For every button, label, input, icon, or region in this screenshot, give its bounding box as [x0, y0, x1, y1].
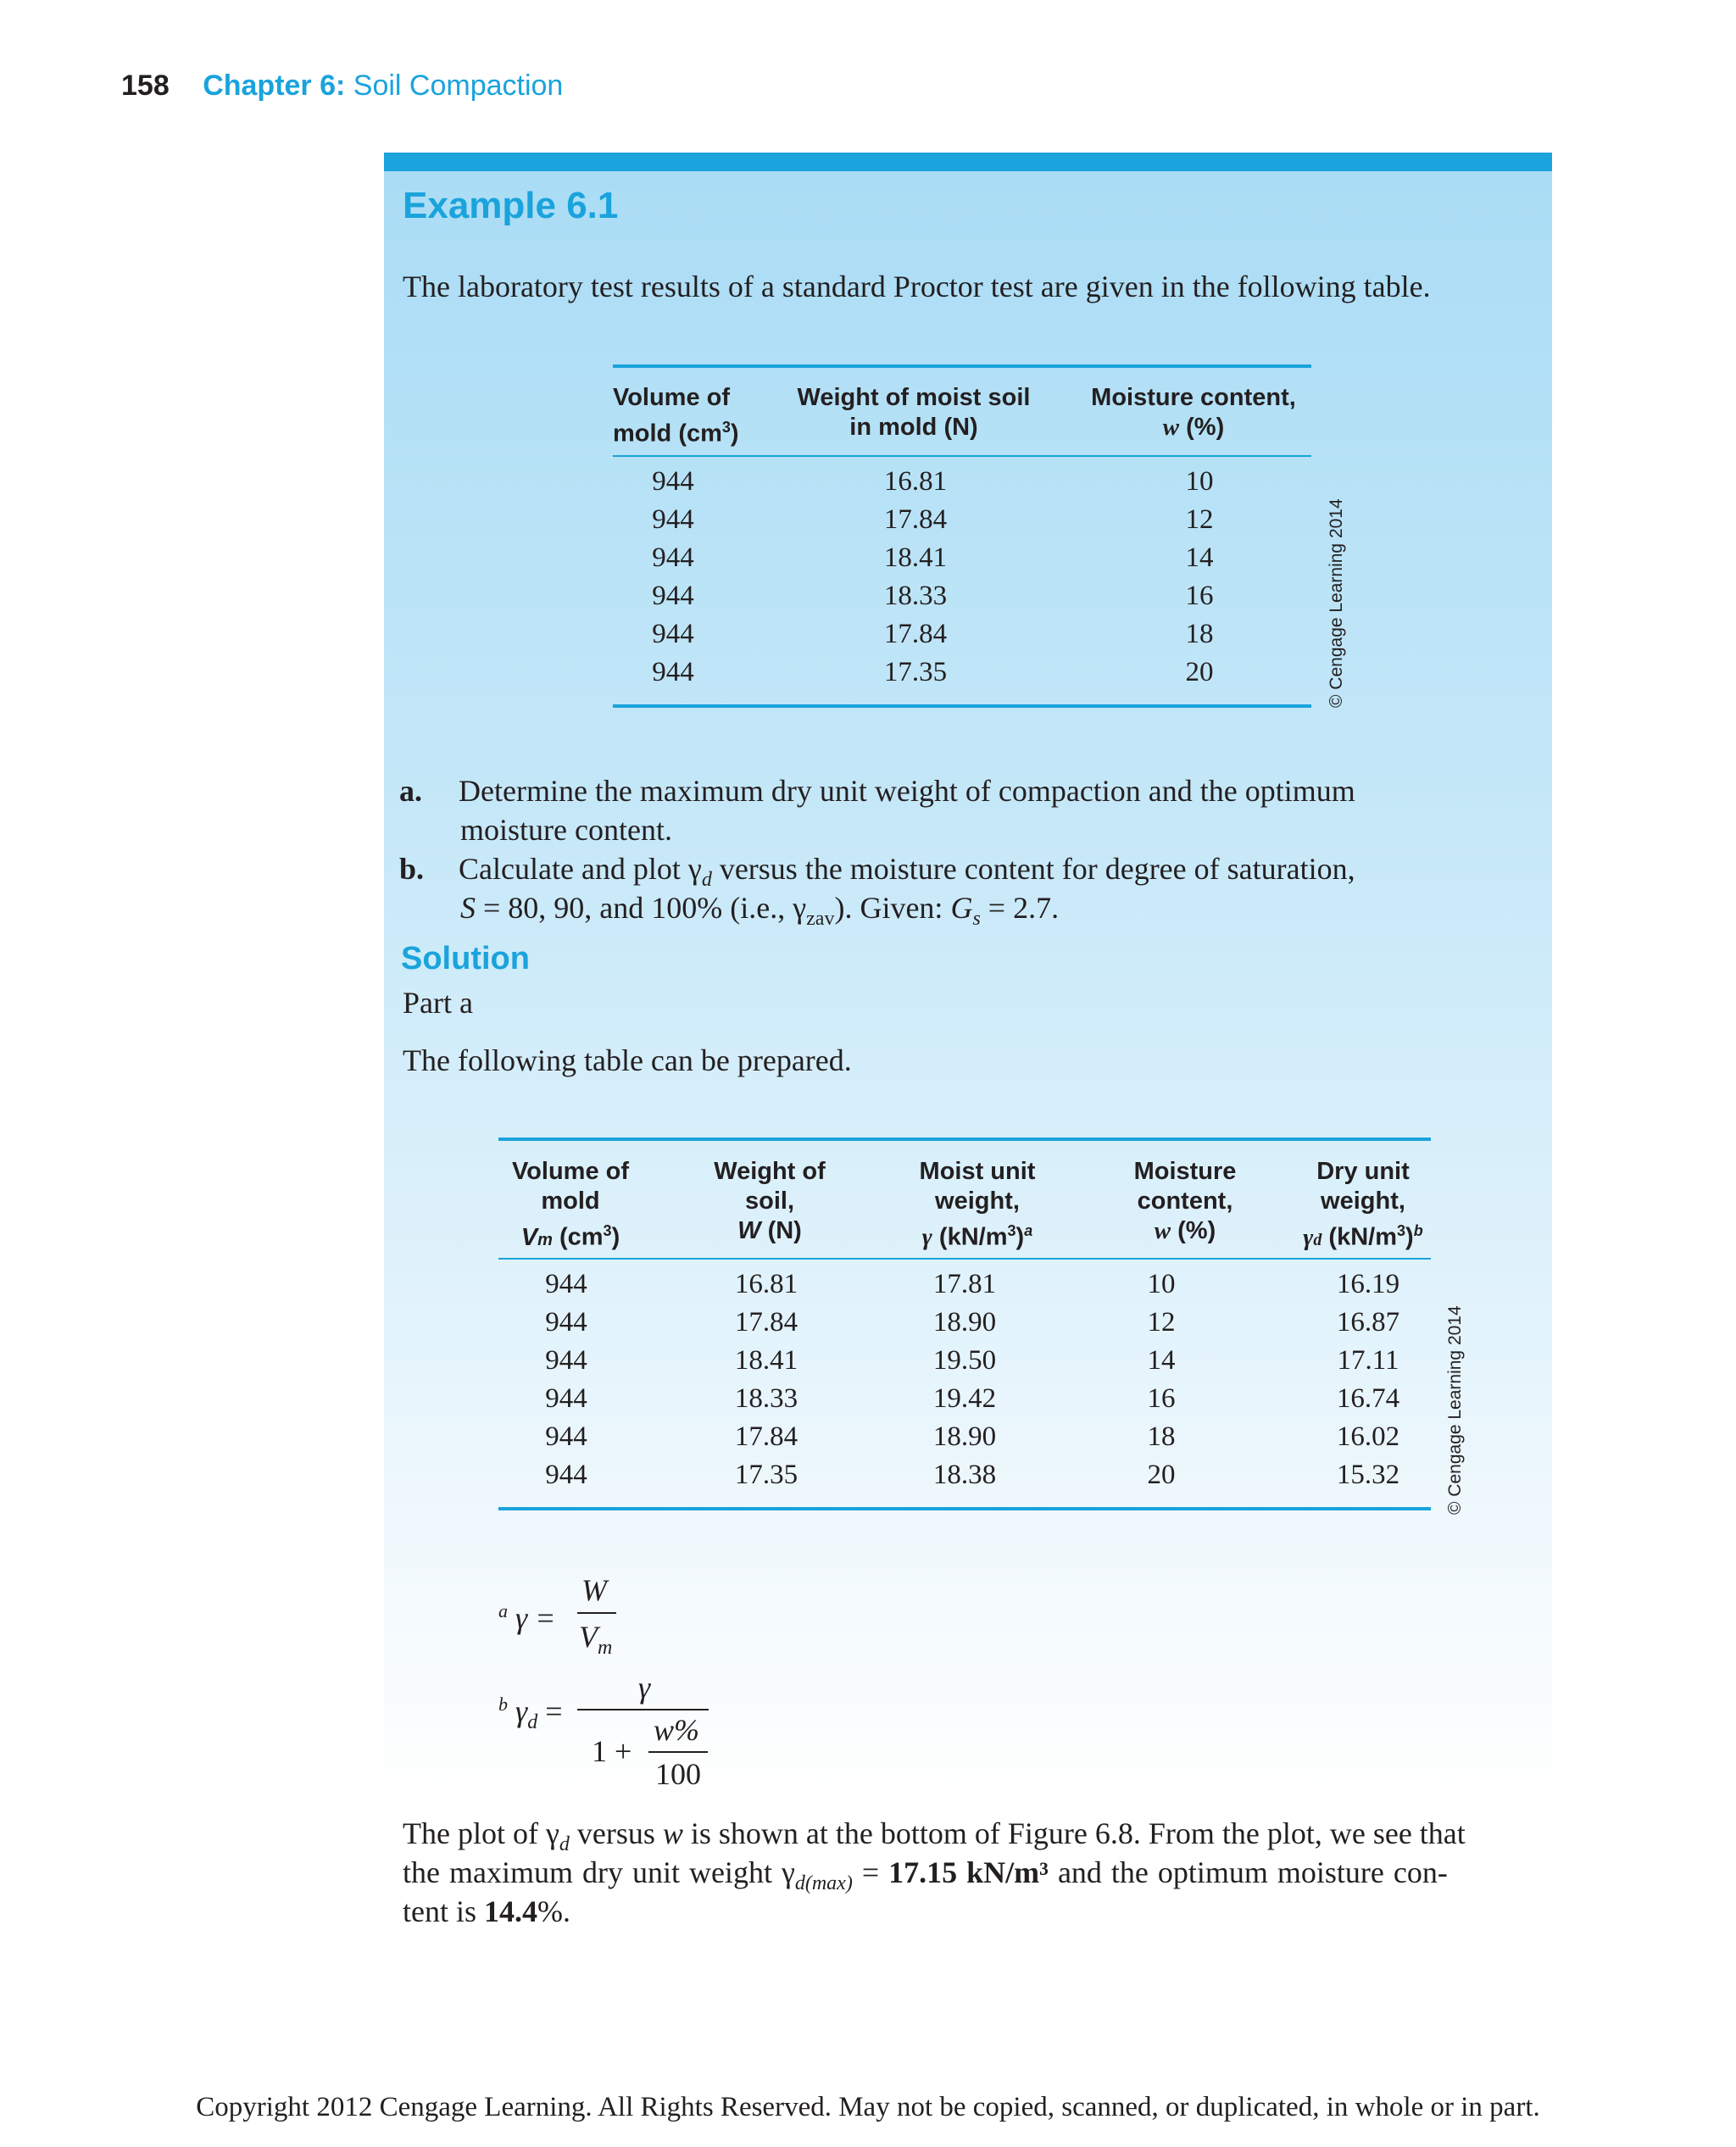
- table-cell: 17.11: [1337, 1345, 1399, 1376]
- question-b-line1: Calculate and plot $\gamma_d$ versus the moisture content for degree of saturation,: [459, 852, 1355, 892]
- table-bottom-rule: [498, 1507, 1431, 1510]
- table-header: Weight of soil, W (N): [714, 1158, 826, 1244]
- table-cell: 16.81: [734, 1269, 798, 1299]
- table-header: Moisture content, w (%): [1091, 384, 1296, 441]
- table-top-rule: [613, 364, 1311, 368]
- table-cell: 17.84: [734, 1307, 798, 1338]
- fraction-bar: [648, 1751, 708, 1753]
- copyright-footer: Copyright 2012 Cengage Learning. All Rights Reserved. May not be copied, scanned, or duplicated, in whole or in part.: [196, 2092, 1540, 2122]
- table-credit: © Cengage Learning 2014: [1445, 1305, 1465, 1515]
- table-cell: 12: [1147, 1307, 1176, 1338]
- example-title: Example 6.1: [403, 185, 619, 226]
- table-top-rule: [498, 1137, 1431, 1141]
- table-cell: 944: [545, 1383, 587, 1414]
- question-b-line2: S = 80, 90, and 100% (i.e., $\gamma_{zav}$). Given: $G_s = 2.7$.: [460, 891, 1060, 931]
- footnote-b-expression: $^b$ $\gamma_d$ =: [498, 1694, 563, 1734]
- table-header: Moisture content, w (%): [1133, 1158, 1237, 1244]
- table-cell: 944: [652, 619, 694, 649]
- table-header: Volume of mold $(cm^3)$: [613, 384, 739, 448]
- table-cell: 17.84: [883, 619, 948, 649]
- table-cell: 10: [1185, 466, 1214, 497]
- table-cell: 944: [545, 1460, 587, 1490]
- table-cell: 20: [1147, 1460, 1176, 1490]
- table-cell: 18.33: [883, 581, 948, 611]
- table-cell: 944: [545, 1345, 587, 1376]
- table-cell: 18.41: [734, 1345, 798, 1376]
- question-a-label: a.: [399, 774, 422, 808]
- table-cell: 17.35: [883, 657, 948, 687]
- table-cell: 944: [652, 542, 694, 573]
- table-cell: 18.33: [734, 1383, 798, 1414]
- conclusion-line-2: the maximum dry unit weight $\gamma_{d(max)} = 17.15$ kN/m³ and the optimum moisture con-: [403, 1855, 1448, 1895]
- table-cell: 944: [545, 1269, 587, 1299]
- table-cell: 18.90: [932, 1307, 997, 1338]
- question-b-label: b.: [399, 852, 425, 886]
- table-cell: 16: [1185, 581, 1214, 611]
- table-cell: 17.84: [883, 504, 948, 535]
- solution-part-label: Part a: [403, 986, 473, 1020]
- solution-heading: Solution: [401, 941, 530, 976]
- table-cell: 10: [1147, 1269, 1176, 1299]
- table-cell: 19.50: [932, 1345, 997, 1376]
- table-cell: 944: [652, 581, 694, 611]
- fraction-bar: [577, 1612, 616, 1614]
- table-cell: 16.87: [1336, 1307, 1400, 1338]
- table-cell: 18.90: [932, 1421, 997, 1452]
- table-cell: 944: [652, 466, 694, 497]
- footnote-a-numerator: W: [581, 1573, 607, 1607]
- table-cell: 12: [1185, 504, 1214, 535]
- running-head: [121, 70, 563, 103]
- footnote-b-inner-denominator: 100: [655, 1757, 701, 1791]
- table-cell: 944: [545, 1307, 587, 1338]
- conclusion-line-1: The plot of $\gamma_d$ versus w is shown at the bottom of Figure 6.8. From the plot, we see that: [403, 1816, 1466, 1856]
- example-intro: The laboratory test results of a standard Proctor test are given in the following table.: [403, 270, 1431, 303]
- table-cell: 16.19: [1336, 1269, 1400, 1299]
- table-cell: 18: [1185, 619, 1214, 649]
- footnote-b-one-plus: 1 +: [592, 1734, 632, 1768]
- table-cell: 14: [1147, 1345, 1176, 1376]
- table-cell: 944: [652, 504, 694, 535]
- table-cell: 17.84: [734, 1421, 798, 1452]
- table-cell: 17.35: [734, 1460, 798, 1490]
- question-a-line2: moisture content.: [460, 813, 672, 847]
- table-cell: 15.32: [1336, 1460, 1400, 1490]
- table-cell: 20: [1185, 657, 1214, 687]
- footnote-a-denominator: $V_m$: [579, 1620, 613, 1660]
- table-cell: 16.02: [1336, 1421, 1400, 1452]
- chapter-title: Soil Compaction: [353, 70, 564, 102]
- example-box: [384, 153, 1552, 1958]
- table-cell: 18.38: [932, 1460, 997, 1490]
- table-cell: 14: [1185, 542, 1214, 573]
- table-bottom-rule: [613, 704, 1311, 708]
- table-cell: 944: [652, 657, 694, 687]
- table-cell: 16: [1147, 1383, 1176, 1414]
- question-a-line1: Determine the maximum dry unit weight of compaction and the optimum: [459, 774, 1355, 808]
- footnote-b-inner-numerator: w%: [654, 1713, 699, 1747]
- table-header-rule: [498, 1258, 1431, 1260]
- table-credit: © Cengage Learning 2014: [1327, 498, 1346, 708]
- table-cell: 16.81: [883, 466, 948, 497]
- table-cell: 17.81: [932, 1269, 997, 1299]
- table-cell: 944: [545, 1421, 587, 1452]
- table-cell: 18: [1147, 1421, 1176, 1452]
- table-header-rule: [613, 455, 1311, 457]
- table-header: Weight of moist soil in mold (N): [797, 384, 1031, 441]
- table-header: Dry unit weight, γd $(kN/m^3)^b$: [1303, 1158, 1423, 1251]
- example-header-bar: [384, 153, 1552, 171]
- table-cell: 19.42: [932, 1383, 997, 1414]
- conclusion-line-3: tent is 14.4%.: [403, 1894, 570, 1928]
- solution-table-intro: The following table can be prepared.: [403, 1043, 852, 1077]
- table-header: Volume of mold Vm $(cm^3)$: [511, 1158, 630, 1251]
- footnote-a-expression: $^a$ γ =: [498, 1600, 556, 1635]
- table-cell: 18.41: [883, 542, 948, 573]
- chapter-label: Chapter 6:: [203, 70, 346, 102]
- table-cell: 16.74: [1336, 1383, 1400, 1414]
- table-header: Moist unit weight, γ $(kN/m^3)^a$: [919, 1158, 1036, 1251]
- footnote-b-numerator: γ: [638, 1671, 651, 1705]
- page-number: 158: [121, 70, 170, 102]
- fraction-bar: [577, 1709, 709, 1710]
